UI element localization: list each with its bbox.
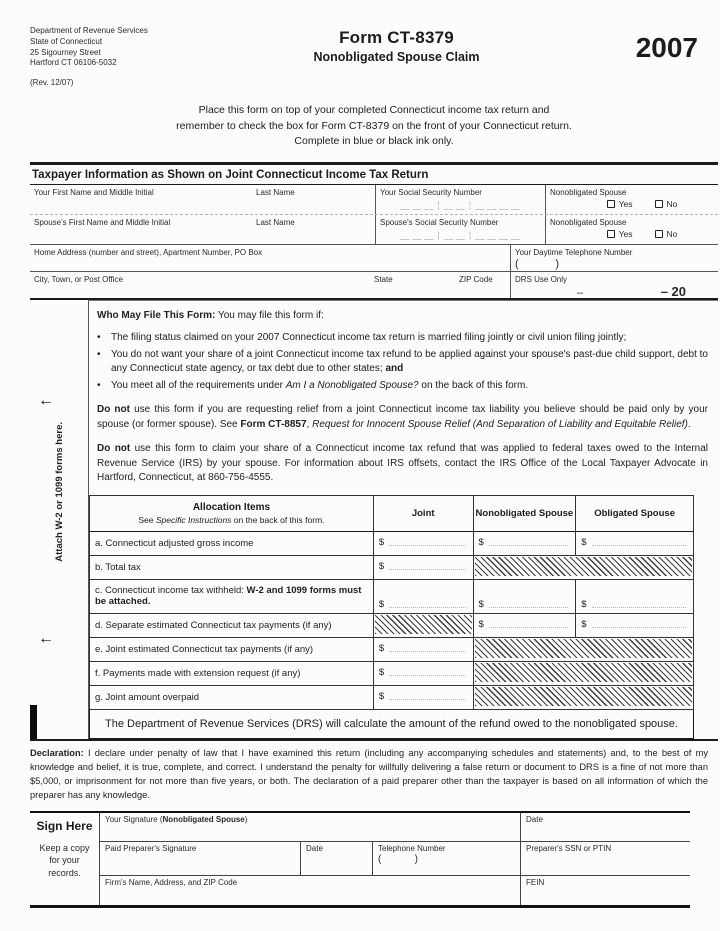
agency-line: Department of Revenue Services — [30, 26, 148, 35]
bullet-text-bold: and — [385, 363, 404, 375]
who-may-file-intro — [89, 309, 718, 324]
subtitle-italic: Specific Instructions — [155, 514, 232, 525]
attach-pointer-arrow-icon: ← — [38, 392, 54, 410]
allocation-items-title: Allocation Items — [192, 501, 271, 513]
row-a-label: a. Connecticut adjusted gross income — [90, 531, 374, 555]
signature-row-1 — [100, 813, 690, 841]
dollar-sign: $ — [478, 598, 484, 610]
agency-line: 25 Sigourney Street — [30, 47, 101, 57]
amount-cell-c-obligated[interactable] — [576, 579, 694, 613]
ssn-entry-area[interactable]: __ __ __ ┊ __ __ ┊ __ __ __ __ — [400, 231, 521, 241]
bullet-text-part: on the back of this form. — [418, 380, 529, 392]
spouse-first-name-label: Spouse's First Name and Middle Initial — [34, 218, 171, 228]
agency-line: Hartford CT 06106-5032 — [30, 58, 117, 68]
bullet-text — [111, 348, 708, 376]
taxpayer-info-grid — [30, 185, 718, 300]
amount-cell-g-joint[interactable] — [373, 685, 473, 709]
ct-8857-title-italic: Request for Innocent Spouse Relief (And Separation of Liability and Equitable Relief) — [312, 418, 688, 430]
do-not-paragraph-1 — [89, 403, 718, 432]
agency-line: State of Connecticut — [30, 36, 103, 46]
paid-preparer-label: Paid Preparer's Signature — [105, 843, 197, 853]
row-b-label: b. Total tax — [90, 555, 374, 579]
table-row — [90, 685, 694, 709]
filing-instruction-line: Complete in blue or black ink only. — [294, 135, 454, 148]
drs-year-suffix: – 20 — [660, 284, 686, 300]
allocation-table — [89, 495, 694, 710]
bullet-icon: • — [97, 331, 101, 343]
amount-fill-line — [389, 607, 465, 608]
fein-label: FEIN — [526, 877, 545, 887]
last-name-label: Last Name — [256, 218, 295, 228]
declaration-text: I declare under penalty of law that I have examined this return (including any accompanying schedules and statements) and, to the best of my knowledge and belief, it is true, complete, and correct. I understand the penalty for willfully delivering a false return or document to DRS is a fine of not more than $5,000, or imprisonment for not more than five years, or both. The declaration of a paid preparer other than the taxpayer is based on all information of which the preparer has any knowledge. — [30, 747, 708, 800]
your-nonobligated-choice — [545, 185, 718, 214]
joint-column-header: Joint — [373, 495, 473, 531]
amount-cell-d-obligated[interactable] — [576, 613, 694, 637]
date-label: Date — [526, 814, 543, 824]
amount-cell-f-joint[interactable] — [373, 661, 473, 685]
city-label: City, Town, or Post Office — [34, 275, 123, 285]
who-may-file-heading: Who May File This Form: — [97, 310, 216, 322]
amount-fill-line — [389, 675, 465, 676]
revision-date: (Rev. 12/07) — [30, 78, 74, 88]
do-not-bold: Do not — [97, 443, 131, 455]
drs-use-only-value — [515, 284, 714, 300]
drs-dash: – — [577, 287, 584, 300]
table-row — [90, 555, 694, 579]
fein-field[interactable] — [520, 876, 690, 905]
do-not-paragraph-2 — [89, 442, 718, 486]
your-signature-label: Your Signature ( — [105, 814, 163, 824]
amount-cell-a-obligated[interactable] — [576, 531, 694, 555]
left-gutter — [30, 300, 88, 739]
tax-year: 2007 — [635, 32, 698, 63]
signature-date-field[interactable] — [520, 813, 690, 841]
amount-fill-line — [592, 607, 687, 608]
sign-here-label: Sign Here — [36, 818, 93, 833]
dollar-sign: $ — [478, 619, 484, 631]
keep-copy-note: Keep a copy for your records. — [39, 842, 90, 878]
form-title-block — [205, 26, 588, 89]
row-c-label — [90, 579, 374, 613]
sign-here-column — [30, 813, 100, 905]
amount-cell-b-joint[interactable] — [373, 555, 473, 579]
amount-fill-line — [389, 545, 465, 546]
dollar-sign: $ — [378, 691, 385, 703]
bullet-icon: • — [97, 348, 101, 360]
your-first-name-label: Your First Name and Middle Initial — [34, 188, 154, 198]
dollar-sign: $ — [378, 537, 385, 549]
taxpayer-section-heading: Taxpayer Information as Shown on Joint Connecticut Income Tax Return — [32, 168, 429, 181]
zip-label: ZIP Code — [459, 275, 493, 285]
who-may-file-section — [88, 300, 718, 739]
taxpayer-row-2 — [30, 215, 718, 245]
amount-fill-line — [592, 627, 687, 628]
table-row — [90, 637, 694, 661]
nonobligated-column-header: Nonobligated Spouse — [473, 495, 576, 531]
date-label: Date — [306, 843, 323, 853]
bullet-text-part: You meet all of the requirements under — [111, 380, 286, 392]
your-ssn-field[interactable] — [375, 185, 545, 214]
subtitle-part: See — [138, 514, 156, 525]
left-black-bar — [30, 705, 37, 739]
preparer-date-field[interactable] — [300, 842, 372, 875]
nonobligated-spouse-label: Nonobligated Spouse — [550, 218, 627, 228]
drs-calculation-note: The Department of Revenue Services (DRS) will calculate the amount of the refund owed to the nonobligated spouse. — [89, 710, 694, 739]
your-nonobligated-yes-checkbox[interactable] — [607, 200, 615, 208]
allocation-header-row — [90, 495, 694, 531]
hatched-cell — [373, 613, 473, 637]
drs-use-only-field — [510, 272, 718, 298]
subtitle-part: on the back of this form. — [231, 514, 325, 525]
drs-use-only-label: DRS Use Only — [515, 275, 568, 285]
table-row — [90, 579, 694, 613]
amount-cell-d-nonobligated[interactable] — [473, 613, 576, 637]
spouse-nonobligated-choice — [545, 215, 718, 244]
amount-cell-a-nonobligated[interactable] — [473, 531, 576, 555]
spouse-nonobligated-no-checkbox[interactable] — [655, 230, 663, 238]
declaration-label: Declaration: — [30, 747, 84, 758]
ssn-entry-area[interactable]: __ __ __ ┊ __ __ ┊ __ __ __ __ — [400, 201, 521, 211]
phone-entry-area[interactable]: ( ) — [378, 853, 418, 865]
spouse-ssn-label: Spouse's Social Security Number — [380, 218, 499, 228]
agency-address-block — [30, 26, 205, 89]
amount-fill-line — [389, 569, 465, 570]
daytime-phone-field[interactable] — [510, 245, 718, 271]
yes-no-row — [550, 199, 714, 211]
dollar-sign: $ — [378, 598, 385, 610]
filing-instruction-line: Place this form on top of your completed Connecticut income tax return and — [198, 103, 550, 116]
table-row — [90, 661, 694, 685]
dollar-sign: $ — [581, 619, 587, 631]
preparer-ssn-label: Preparer's SSN or PTIN — [526, 843, 612, 853]
filing-instruction-line: remember to check the box for Form CT-8379 on the front of your Connecticut return. — [176, 119, 572, 132]
your-signature-label: ) — [244, 814, 248, 824]
bullet-item — [89, 348, 718, 376]
your-ssn-label: Your Social Security Number — [380, 188, 482, 198]
your-name-field[interactable] — [30, 185, 375, 214]
hatched-cell — [473, 637, 693, 661]
form-title: Nonobligated Spouse Claim — [313, 50, 480, 64]
amount-fill-line — [389, 651, 465, 652]
spouse-nonobligated-yes-checkbox[interactable] — [607, 230, 615, 238]
form-number: Form CT-8379 — [339, 28, 454, 47]
eligibility-bullets — [89, 331, 718, 394]
row-g-label: g. Joint amount overpaid — [90, 685, 374, 709]
phone-entry-area[interactable]: ( ) — [515, 258, 559, 271]
bullet-item — [89, 379, 718, 393]
do-not-bold: Do not — [97, 404, 130, 416]
who-may-file-intro-text: You may file this form if: — [215, 310, 324, 322]
amount-fill-line — [389, 699, 465, 700]
bullet-text: The filing status claimed on your 2007 Connecticut income tax return is married filing jointly or civil union filing jointly; — [111, 331, 627, 343]
taxpayer-row-4 — [30, 272, 718, 298]
amount-cell-c-nonobligated[interactable] — [473, 579, 576, 613]
your-nonobligated-no-checkbox[interactable] — [655, 200, 663, 208]
nonobligated-spouse-label: Nonobligated Spouse — [550, 188, 627, 198]
obligated-column-header: Obligated Spouse — [576, 495, 694, 531]
home-address-label: Home Address (number and street), Apartment Number, PO Box — [34, 248, 263, 258]
attach-w2-note: Attach W-2 or 1099 forms here. — [54, 422, 65, 562]
amount-cell-c-joint[interactable] — [373, 579, 473, 613]
preparer-ssn-ptin-field[interactable] — [520, 842, 690, 875]
attach-pointer-arrow-icon: ← — [38, 630, 54, 648]
amount-cell-a-joint[interactable] — [373, 531, 473, 555]
last-name-label: Last Name — [256, 188, 295, 198]
form-ct-8857-ref: Form CT-8857 — [240, 418, 307, 430]
your-signature-field[interactable] — [100, 813, 520, 841]
row-e-label: e. Joint estimated Connecticut tax payments (if any) — [90, 637, 374, 661]
table-row — [90, 531, 694, 555]
bullet-text-part: You do not want your share of a joint Connecticut income tax refund to be applied against your spouse's past-due child support, debt to any Connecticut state agency, or tax debt due to other states; — [111, 348, 708, 375]
row-c-text: c. Connecticut income tax withheld: — [95, 585, 247, 597]
bullet-item — [89, 331, 718, 345]
telephone-label: Telephone Number — [378, 843, 446, 853]
amount-fill-line — [489, 607, 568, 608]
allocation-items-header — [90, 495, 374, 531]
your-signature-label-bold: Nonobligated Spouse — [162, 814, 245, 824]
form-header — [30, 26, 718, 89]
hatched-cell — [473, 555, 693, 579]
spouse-ssn-field[interactable] — [375, 215, 545, 244]
firm-name-address-field[interactable] — [100, 876, 520, 905]
dollar-sign: $ — [581, 537, 587, 549]
spouse-name-field[interactable] — [30, 215, 375, 244]
do-not-text: use this form if you are requesting relief from a joint Connecticut income tax liability you believe should be paid only by your spouse (or former spouse). See — [97, 404, 708, 430]
amount-fill-line — [489, 627, 568, 628]
firm-label: Firm's Name, Address, and ZIP Code — [105, 877, 238, 887]
amount-fill-line — [489, 545, 568, 546]
signature-row-2 — [100, 841, 690, 875]
dollar-sign: $ — [581, 598, 587, 610]
do-not-text: , — [306, 418, 313, 430]
allocation-items-subtitle — [90, 515, 373, 525]
do-not-text: . — [687, 418, 691, 430]
table-row — [90, 613, 694, 637]
state-label: State — [374, 275, 393, 285]
dollar-sign: $ — [378, 667, 385, 679]
dollar-sign: $ — [378, 561, 385, 573]
row-f-label: f. Payments made with extension request (if any) — [90, 661, 374, 685]
amount-cell-e-joint[interactable] — [373, 637, 473, 661]
row-d-label: d. Separate estimated Connecticut tax payments (if any) — [90, 613, 374, 637]
bullet-icon: • — [97, 380, 101, 392]
signature-row-3 — [100, 875, 690, 905]
taxpayer-row-3 — [30, 245, 718, 272]
amount-fill-line — [592, 545, 687, 546]
preparer-signature-field[interactable] — [100, 842, 300, 875]
yes-label: Yes — [618, 199, 633, 210]
dollar-sign: $ — [478, 537, 484, 549]
filing-instructions — [30, 103, 718, 150]
bullet-text-italic: Am I a Nonobligated Spouse? — [285, 380, 419, 392]
declaration-paragraph — [30, 747, 708, 803]
no-label: No — [666, 199, 678, 210]
no-label: No — [666, 229, 678, 240]
signature-fields — [100, 813, 690, 905]
dollar-sign: $ — [378, 643, 385, 655]
home-address-field[interactable] — [30, 245, 510, 271]
preparer-telephone-field[interactable] — [372, 842, 520, 875]
yes-label: Yes — [618, 229, 633, 240]
city-state-zip-field[interactable] — [30, 272, 510, 298]
daytime-phone-label: Your Daytime Telephone Number — [515, 248, 633, 258]
taxpayer-row-1 — [30, 185, 718, 215]
hatched-cell — [473, 661, 693, 685]
hatched-cell — [473, 685, 693, 709]
main-section — [30, 300, 718, 739]
divider — [30, 739, 718, 741]
row-c-bold-text: W-2 and 1099 forms must be attached. — [95, 585, 362, 608]
do-not-text: use this form to claim your share of a Connecticut income tax refund that was applied to federal taxes owed to the Internal Revenue Service (IRS) by your spouse. For information about IRS offsets, contact the IRS Office of the Local Taxpayer Advocate in Hartford, Connecticut, at 860-756-4555. — [97, 443, 709, 484]
signature-section — [30, 811, 690, 908]
yes-no-row — [550, 229, 714, 241]
bullet-text — [111, 379, 708, 393]
